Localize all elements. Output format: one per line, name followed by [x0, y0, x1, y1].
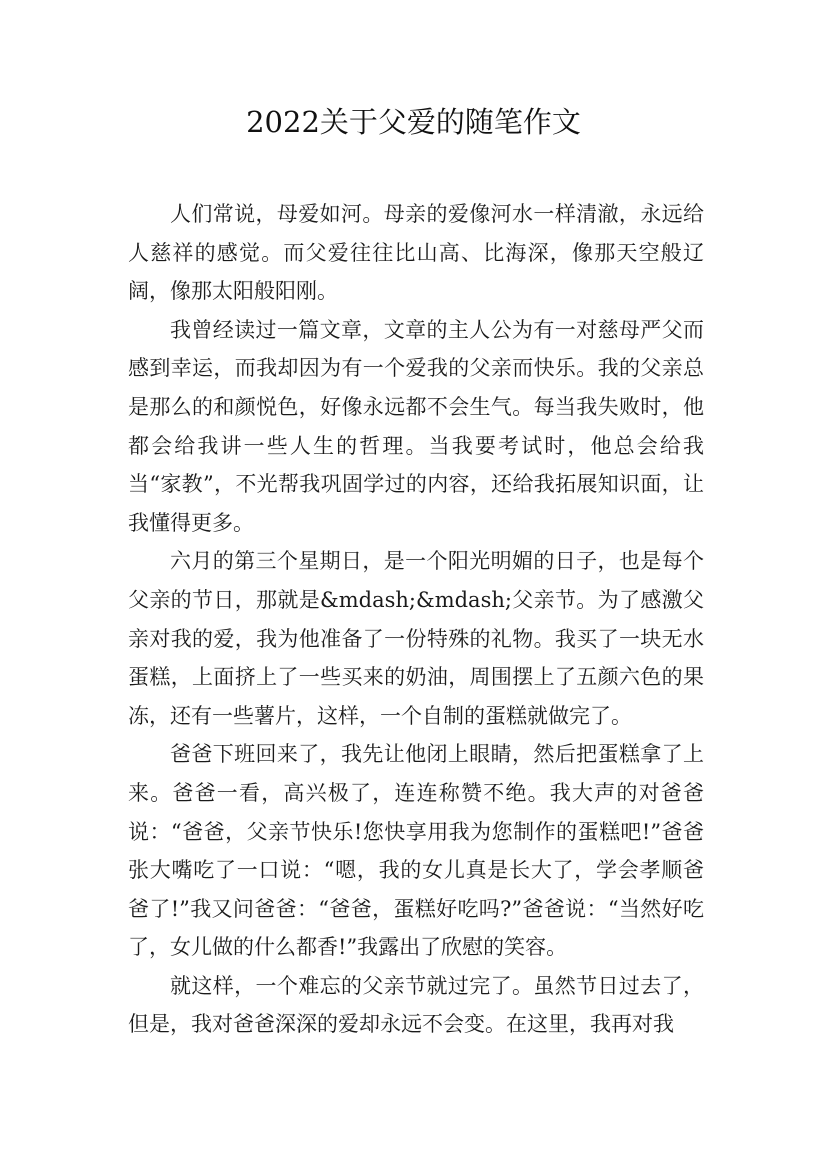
paragraph: 爸爸下班回来了，我先让他闭上眼睛，然后把蛋糕拿了上来。爸爸一看，高兴极了，连连称赞不绝。我大声的对爸爸说：“爸爸，父亲节快乐!您快享用我为您制作的蛋糕吧!”爸爸张大嘴吃了一口说：“嗯，我的女儿真是长大了，学会孝顺爸爸了!”我又问爸爸：“爸爸，蛋糕好吃吗?”爸爸说：“当然好吃了，女儿做的什么都香!”我露出了欣慰的笑容。 — [128, 742, 704, 960]
paragraph: 六月的第三个星期日，是一个阳光明媚的日子，也是每个父亲的节日，那就是&mdash;&mdash;父亲节。为了感激父亲对我的爱，我为他准备了一份特殊的礼物。我买了一块无水蛋糕，上面挤上了一些买来的奶油，周围摆上了五颜六色的果冻，还有一些薯片，这样，一个自制的蛋糕就做完了。 — [128, 549, 704, 728]
document-title: 2022关于父爱的随笔作文 — [246, 105, 581, 139]
paragraph: 我曾经读过一篇文章，文章的主人公为有一对慈母严父而感到幸运，而我却因为有一个爱我的父亲而快乐。我的父亲总是那么的和颜悦色，好像永远都不会生气。每当我失败时，他都会给我讲一些人生的哲理。当我要考试时，他总会给我当“家教”，不光帮我巩固学过的内容，还给我拓展知识面，让我懂得更多。 — [128, 317, 704, 535]
paragraph: 就这样，一个难忘的父亲节就过完了。虽然节日过去了，但是，我对爸爸深深的爱却永远不会变。在这里，我再对我 — [128, 973, 704, 1037]
document-body — [128, 195, 704, 1044]
paragraph: 人们常说，母爱如河。母亲的爱像河水一样清澈，永远给人慈祥的感觉。而父爱往往比山高、比海深，像那天空般辽阔，像那太阳般阳刚。 — [128, 202, 704, 304]
